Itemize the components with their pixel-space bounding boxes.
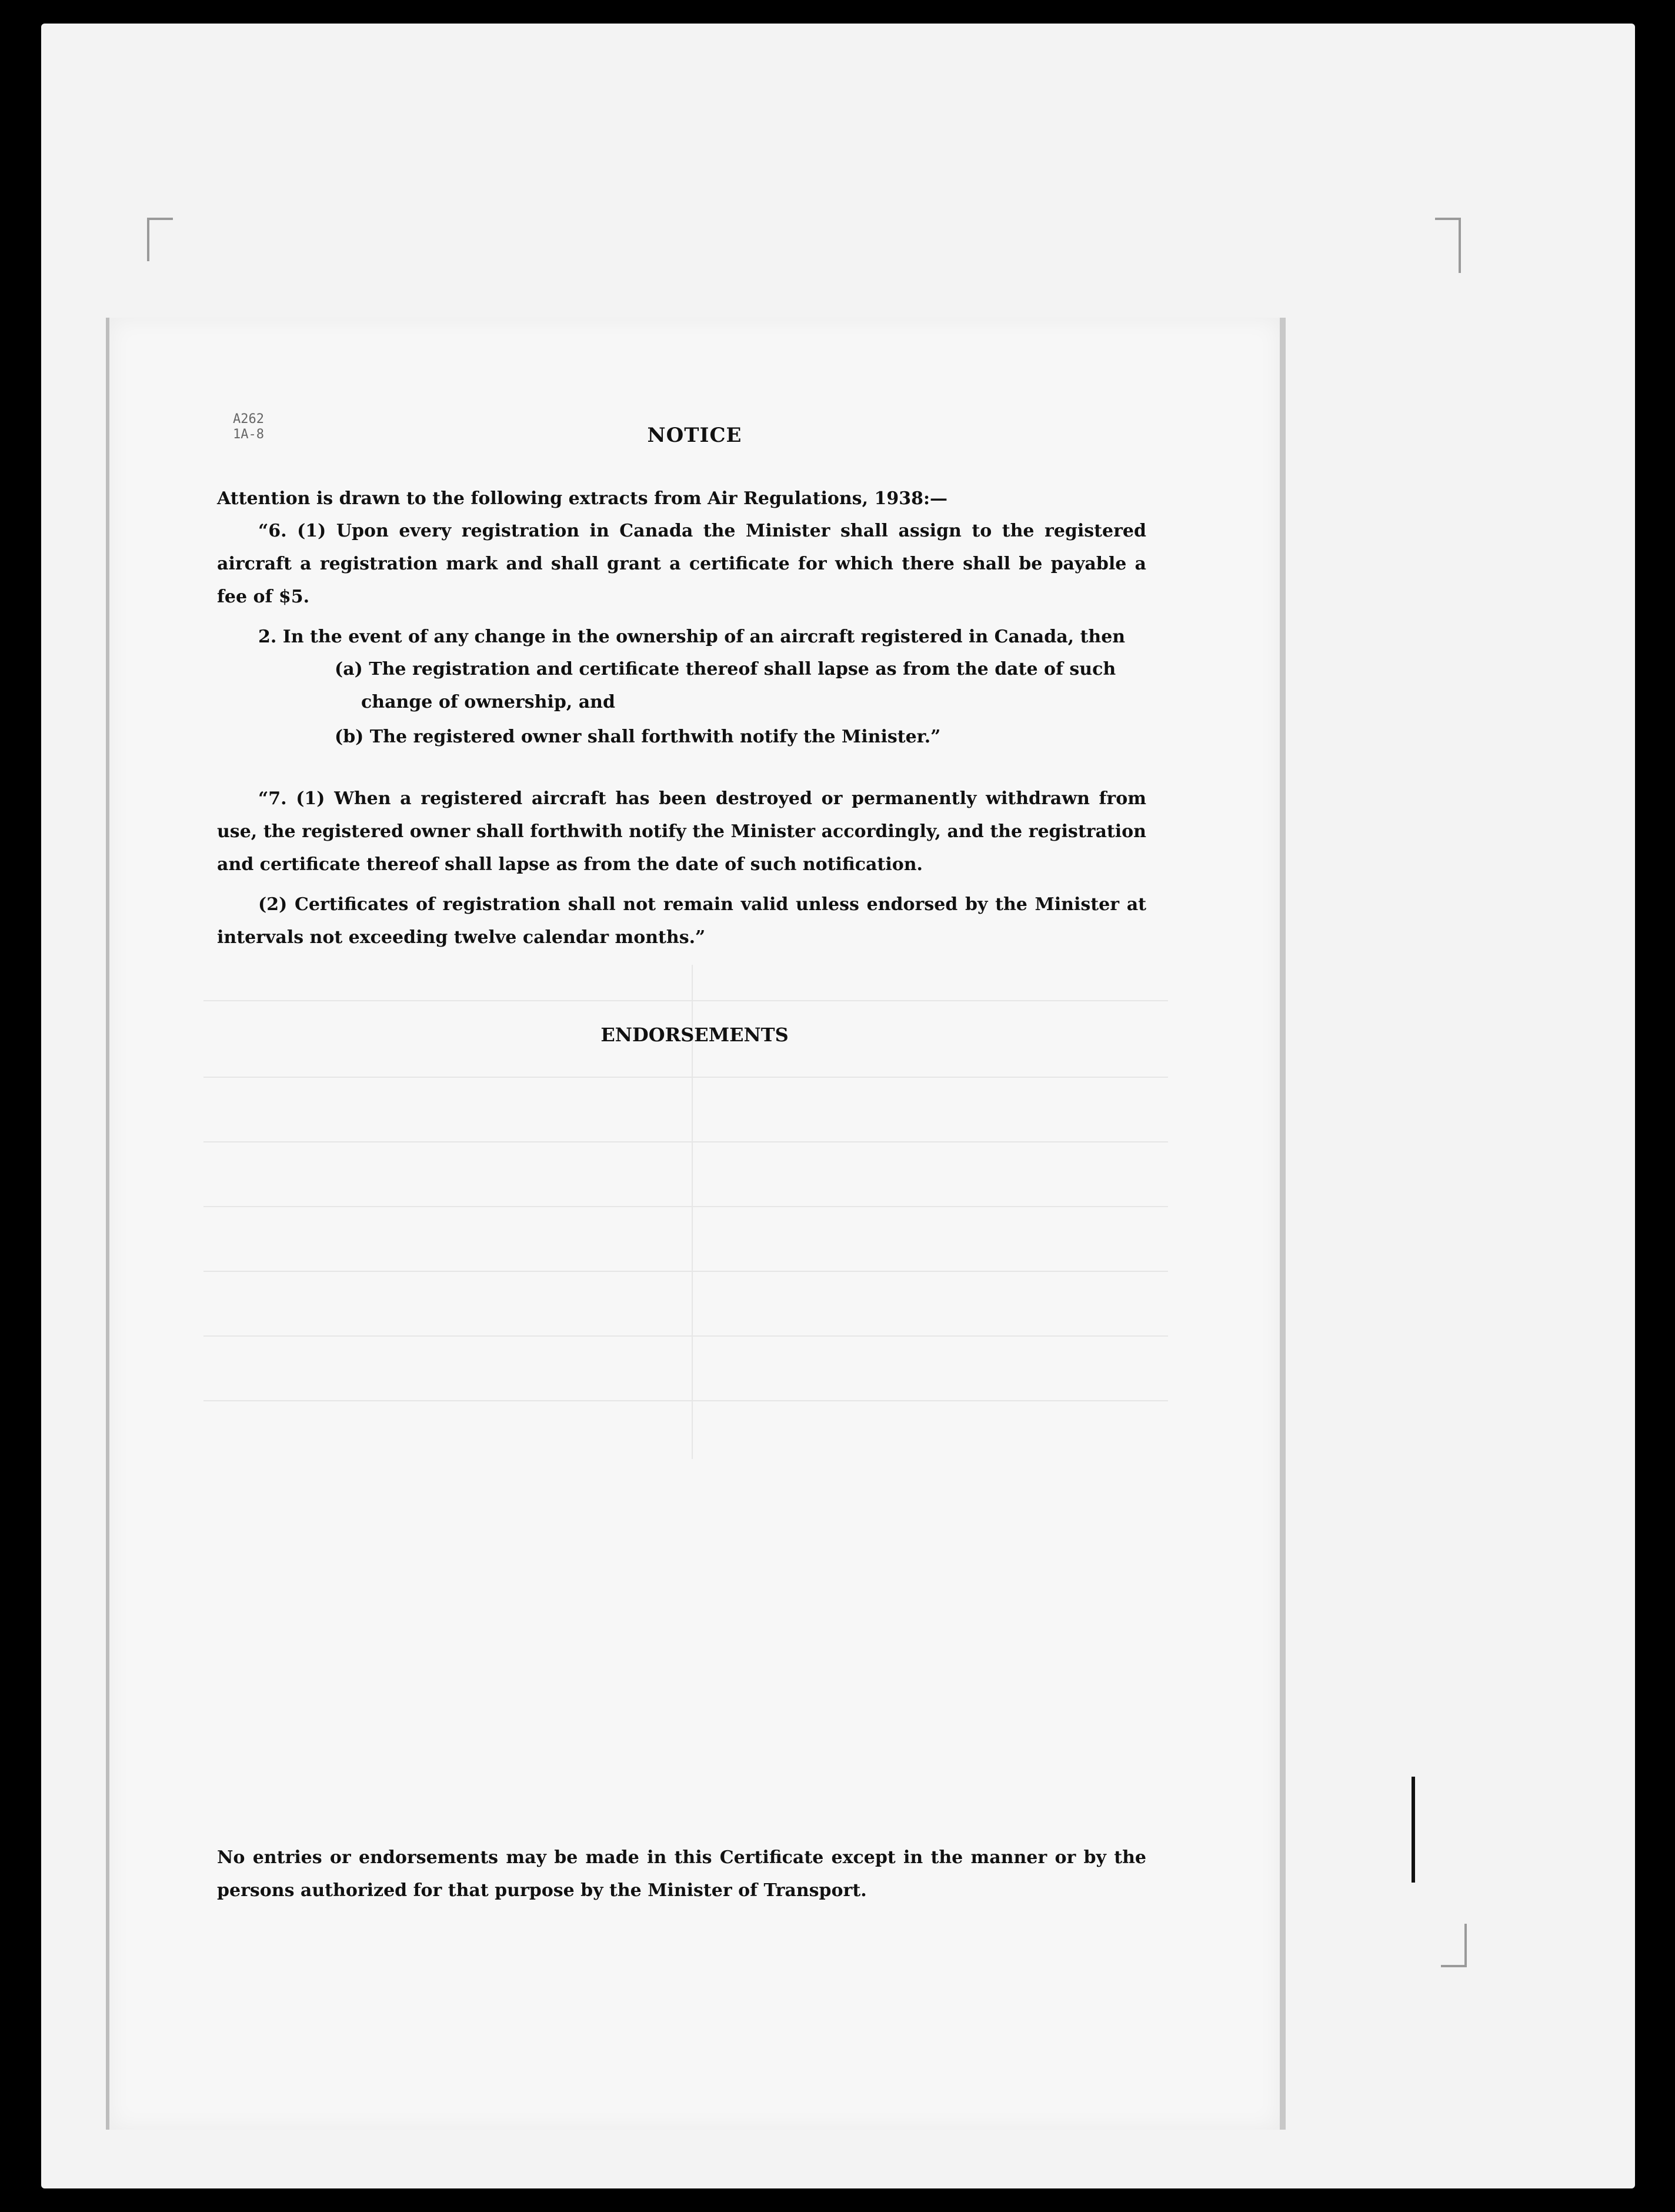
- regulation-7-2: (2) Certificates of registration shall not remain valid unless endorsed by the Minister at intervals not exceeding twelve calendar months.”: [217, 894, 1146, 948]
- crop-mark-top-right: [1435, 218, 1461, 273]
- bleed-through-rule: [203, 1271, 1168, 1272]
- bleed-through-rule: [203, 1400, 1168, 1401]
- bleed-through-rule: [203, 1335, 1168, 1337]
- bleed-through-rule: [203, 1077, 1168, 1078]
- certificate-page: [106, 318, 1286, 2130]
- endorsements-title: ENDORSEMENTS: [600, 1024, 789, 1046]
- form-number-line2: 1A-8: [233, 427, 264, 442]
- notice-intro: Attention is drawn to the following extracts from Air Regulations, 1938:—: [217, 488, 948, 509]
- regulation-6-1: “6. (1) Upon every registration in Canada the Minister shall assign to the registered aircraft a registration mark and shall grant a certificate for which there shall be payable a fee of $5.: [217, 521, 1146, 607]
- fold-line: [1412, 1777, 1415, 1883]
- bleed-through-rule: [203, 1141, 1168, 1142]
- regulation-6-2-b: (b) The registered owner shall forthwith notify the Minister.”: [335, 727, 941, 747]
- bleed-through-rule: [203, 1000, 1168, 1001]
- regulation-6-2-a: (a) The registration and certificate thereof shall lapse as from the date of such change of ownership, and: [335, 659, 1116, 712]
- regulation-7-1: “7. (1) When a registered aircraft has been destroyed or permanently withdrawn from use, the registered owner shall forthwith notify the Minister accordingly, and the registration and certificate thereof shall lapse as from the date of such notification.: [217, 788, 1146, 875]
- footer-notice: No entries or endorsements may be made in this Certificate except in the manner or by the persons authorized for that purpose by the Minister of Transport.: [217, 1847, 1146, 1901]
- notice-title: NOTICE: [647, 424, 742, 447]
- regulation-6-2: 2. In the event of any change in the ownership of an aircraft registered in Canada, then: [258, 627, 1126, 647]
- crop-mark-top-left: [147, 218, 173, 261]
- crop-mark-bottom-right: [1441, 1924, 1467, 1967]
- form-number-line1: A262: [233, 412, 264, 427]
- bleed-through-rule: [203, 1206, 1168, 1207]
